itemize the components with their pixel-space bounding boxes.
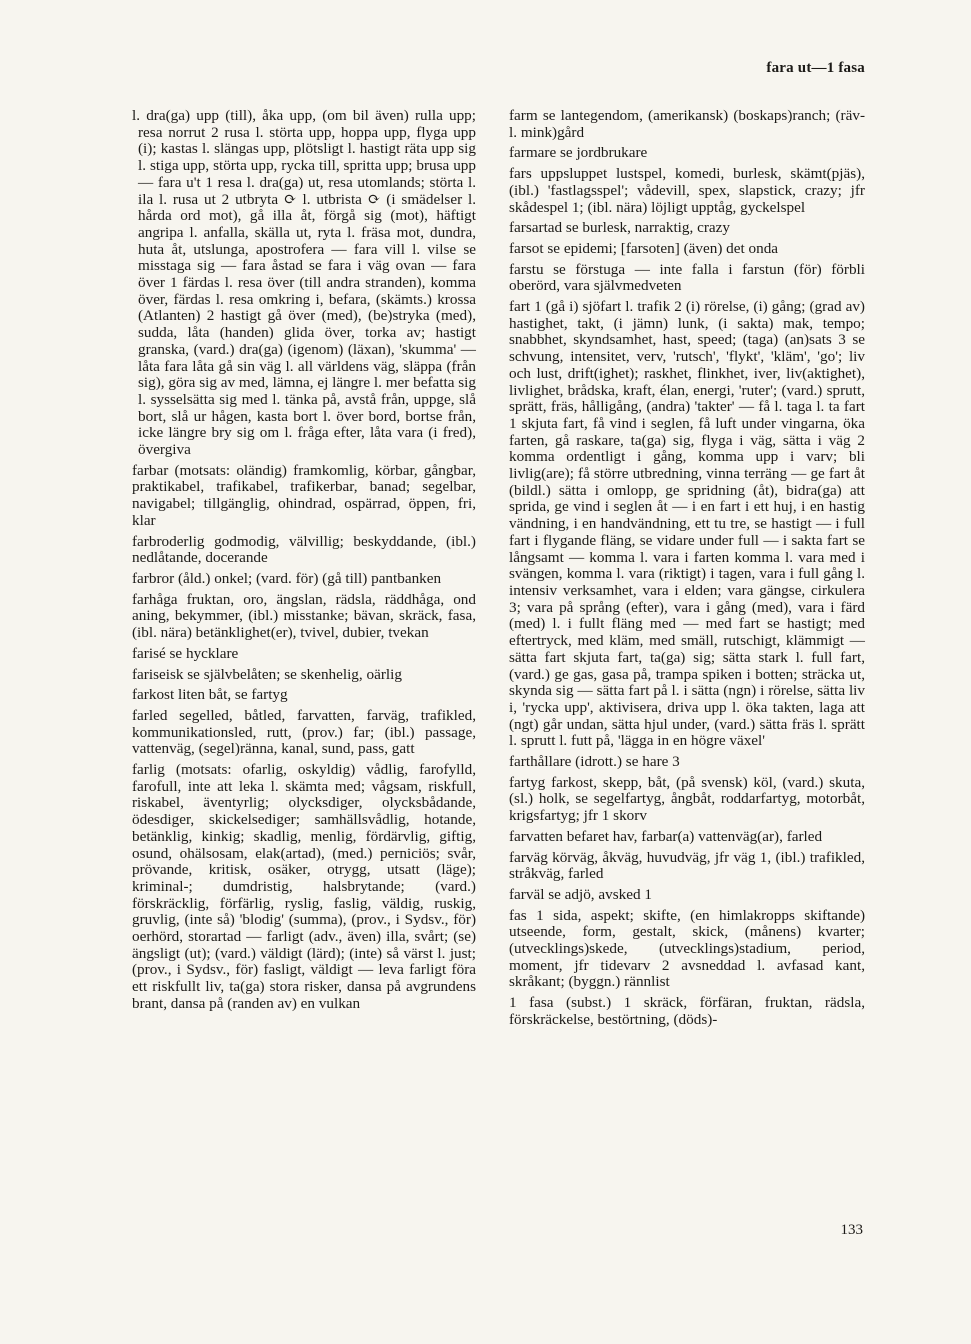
entry-farkost: farkost liten båt, se fartyg (132, 686, 288, 704)
entry-fara-upp-continued: l. dra(ga) upp (till), åka upp, (om bil även) rulla upp; resa norrut 2 rusa l. störta upp, hoppa upp, flyga upp (i); kastas l. slängas upp, plötsligt l. hastigt räta upp sig l. stiga upp, störta upp, rycka till, spritta upp; brusa upp — fara u't 1 resa l. dra(ga) ut, resa utomlands; störta l. ila l. rusa ut 2 utbryta ⟳ l. utbrista ⟳ (i smädelser l. hårda ord mot), gå illa åt, förgå sig (mot), häftigt angripa l. anfalla, skälla ut, ryta l. fräsa mot, dundra, huta åt, utslunga, apostrofera — fara vill l. vilse se misstaga sig — fara åstad se fara i väg ovan — fara över 1 färdas l. resa över (till andra stranden), komma över, färdas l. resa omkring i, befara, (skämts.) krossa (Atlanten) 2 hastigt gå över (med), (be)stryka (med), sudda, låta (handen) glida över, torka av; hastigt granska, (vard.) dra(ga) (igenom) (läxan), 'skumma' — låta fara låta gå sin väg l. all världens väg, släppa (från sig), göra sig av med, lämna, ej längre l. mer befatta sig l. sysselsätta sig med l. tänka på, avstå från, uppge, slå bort, slå ur hågen, kasta bort l. över bord, bortse från, icke längre bry sig om l. fråga efter, låta vara (i fred), övergiva (132, 107, 476, 459)
entry-farled: farled segelled, båtled, farvatten, farväg, trafikled, kommunikationsled, rutt, (prov.) far; (ibl.) passage, vattenväg, (segel)ränna, kanal, sund, pass, gatt (132, 706, 476, 758)
entry-farvag: farväg körväg, åkväg, huvudväg, jfr väg 1, (ibl.) trafikled, stråkväg, farled (509, 848, 865, 883)
entry-fariseisk: fariseisk se självbelåten; se skenhelig, oärlig (132, 665, 402, 683)
page-number: 133 (840, 1222, 863, 1238)
right-column (509, 108, 865, 1033)
entry-farvatten: farvatten befaret hav, farbar(a) vattenväg(ar), farled (509, 827, 823, 845)
entry-fart: fart 1 (gå i) sjöfart l. trafik 2 (i) rörelse, (i) gång; (grad av) hastighet, takt, (i jämn) lunk, (i sakta) mak, tempo; snabbhet, skyndsamhet, hast, speed; (taga) (an)sats 3 se schvung, intensitet, verv, 'rutsch', 'flykt', 'kläm', 'go'; liv och lust, drift(ighet); raskhet, flinkhet, iver, liv(aktighet), livlighet, brådska, kraft, élan, energi, 'ruter'; (vard.) sprutt, sprätt, fräs, hålligång, (andra) 'takter' — få l. taga l. ta fart 1 skjuta fart, få vind i seglen, få luft under vingarna, öka farten, gå raskare, ta(ga) sig, flyga i väg, sätta i väg 2 komma ordentligt i gång, komma upp i varv; bli livlig(are); få större utbredning, vinna terräng — ge fart åt (bildl.) sätta i omlopp, ge spridning (åt), bidra(ga) att sprida, ge vind i seglen åt — i en fart i ett huj, i en hastig vändning, i en handvändning, ett tu tre, se hastigt — i full fart i flygande fläng, se vidare under full — i sakta fart se långsamt — komma l. vara i farten komma l. vara med i svängen, komma l. vara (riktigt) i tagen, vara i full gång l. intensiv verksamhet, vara i elden; vara gängse, cirkulera 3; vara på språng (efter), vara i gång (med), vara i färd (med) l. i fullt fläng med — med fart se hastigt; med eftertryck, med kläm, med smäll, rutschigt, klämmigt — sätta fart skjuta fart, ta(ga) sig; sätta stark l. full fart, (vard.) ge gas, gasa på, trampa spiken i botten; sträcka ut, skynda sig — sätta fart på l. i sätta (ngn) i rörelse, sätta liv i, 'rycka upp', aktivisera, driva upp l. öka takten, laga att (ngt) går undan, sätta hjul under, (vard.) sätta fräs l. sprätt l. sprutt l. futt på, 'lägga in en högre växel' (509, 298, 865, 750)
entry-farhaga: farhåga fruktan, oro, ängslan, rädsla, räddhåga, ond aning, bekymmer, (ibl.) misstanke; bävan, skräck, fasa, (ibl. nära) betänklighet(er), tvivel, dubier, tvekan (132, 590, 476, 642)
entry-1-fasa: 1 fasa (subst.) 1 skräck, förfäran, fruktan, rädsla, förskräckelse, bestörtning, (döds)- (509, 994, 865, 1028)
entry-farise: farisé se hycklare (132, 644, 239, 662)
running-head: fara ut—1 fasa (766, 60, 865, 76)
entry-farmare: farmare se jordbrukare (509, 144, 648, 162)
entry-farval: farväl se adjö, avsked 1 (509, 885, 652, 903)
entry-farbror: farbror (åld.) onkel; (vard. för) (gå till) pantbanken (132, 569, 442, 587)
entry-farsot: farsot se epidemi; [farsoten] (även) det onda (509, 239, 779, 257)
entry-farlig: farlig (motsats: ofarlig, oskyldig) vådlig, farofylld, farofull, inte att leka l. skämta med; vågsam, riskfull, riskabel, äventyrlig; olycksdiger, olycksbådande, ödesdiger, skickelsediger; samhällsvådlig, hotande, betänklig, kinkig; skadlig, menlig, fördärvlig, giftig, osund, ohälsosam, elak(artad), (med.) perniciös; svår, prövande, kritisk, osäker, otrygg, utsatt (läge); kriminal-; dumdristig, halsbrytande; (vard.) förskräcklig, förfärlig, ryslig, faslig, väldig, ruskig, gruvlig, (inte så) 'blodig' (summa), (prov., i Sydsv., för) oerhörd, storartad — farligt (adv., även) illa, svårt; (se) ängsligt (ut); (vard.) väldigt (lärd); (inte) så värst l. just; (prov., i Sydsv., för) fasligt, väldigt — leva farligt föra ett riskfullt liv, ta(ga) stora risker, dansa på avgrundens brant, dansa på (randen av) en vulkan (132, 761, 476, 1012)
entry-farstu: farstu se förstuga — inte falla i farstun (för) förbli oberörd, vara självmedveten (509, 260, 865, 295)
entry-fartyg: fartyg farkost, skepp, båt, (på svensk) köl, (vard.) skuta, (sl.) holk, se segelfartyg, ångbåt, roddarfartyg, motorbåt, krigsfartyg; jfr 1 skorv (509, 773, 865, 825)
entry-fars: fars uppsluppet lustspel, komedi, burlesk, skämt(pjäs), (ibl.) 'fastlagsspel'; vådevill, spex, slapstick, crazy; jfr skådespel 1; (ibl. nära) löjligt upptåg, gyckelspel (509, 165, 865, 216)
entry-farbroderlig: farbroderlig godmodig, välvillig; beskyddande, (ibl.) nedlåtande, docerande (132, 532, 476, 567)
entry-farsartad: farsartad se burlesk, narraktig, crazy (509, 219, 730, 237)
entry-farbar: farbar (motsats: oländig) framkomlig, körbar, gångbar, praktikabel, trafikabel, trafikerbar, banad; segelbar, navigabel; tillgänglig, ohindrad, ospärrad, öppen, fri, klar (132, 461, 476, 529)
entry-farthallare: farthållare (idrott.) se hare 3 (509, 753, 680, 771)
left-column (132, 108, 476, 1017)
entry-fas: fas 1 sida, aspekt; skifte, (en himlakropps skiftande) utseende, form, gestalt, skick, (månens) kvarter; (utvecklings)skede, (utvecklings)stadium, period, moment, jfr tidevarv 2 avsneddad l. avfasad kant, skråkant; (byggn.) rännlist (509, 906, 865, 991)
entry-farm: farm se lantegendom, (amerikansk) (boskaps)ranch; (räv- l. mink)gård (509, 107, 865, 141)
